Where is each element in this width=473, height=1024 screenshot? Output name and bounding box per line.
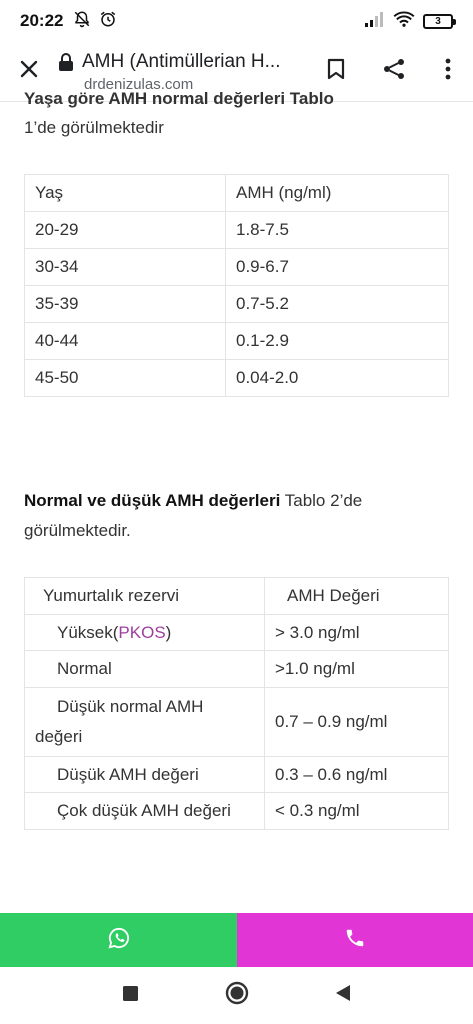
status-time: 20:22 xyxy=(20,11,64,30)
wifi-icon xyxy=(393,11,415,32)
alarm-icon xyxy=(99,10,117,33)
back-button[interactable] xyxy=(328,981,358,1011)
table-row xyxy=(25,286,449,323)
whatsapp-icon xyxy=(108,927,130,954)
call-button[interactable] xyxy=(237,913,473,967)
page-title: AMH (Antimüllerian H... xyxy=(82,50,281,72)
table-header-row xyxy=(25,578,449,615)
table-cell: Normal xyxy=(25,651,265,688)
table-cell: 1.8-7.5 xyxy=(226,212,449,249)
table-cell: 30-34 xyxy=(25,249,226,286)
page-url: drdenizulas.com xyxy=(84,75,194,93)
table-cell: 0.3 – 0.6 ng/ml xyxy=(265,757,449,793)
table-header-cell: Yumurtalık rezervi xyxy=(25,578,265,615)
table2-intro-bold: Normal ve düşük AMH değerleri xyxy=(24,491,281,510)
table-header-cell: AMH (ng/ml) xyxy=(226,175,449,212)
table-cell: 40-44 xyxy=(25,323,226,360)
table2-intro-rest: Tablo 2’de xyxy=(280,491,363,510)
table-cell: Yüksek(PKOS) xyxy=(25,615,265,651)
intro-text: 1’de görülmektedir xyxy=(24,118,164,137)
page-title-block[interactable] xyxy=(58,51,307,93)
table2-intro-line2: görülmektedir. xyxy=(24,521,131,540)
table-cell: 20-29 xyxy=(25,212,226,249)
table-cell: 0.1-2.9 xyxy=(226,323,449,360)
table-row xyxy=(25,360,449,397)
age-amh-table xyxy=(24,174,449,397)
table-cell: 0.7 – 0.9 ng/ml xyxy=(265,688,449,757)
phone-icon xyxy=(344,927,366,954)
table-cell: Düşük AMH değeri xyxy=(25,757,265,793)
amh-reserve-table xyxy=(24,577,449,830)
whatsapp-button[interactable] xyxy=(0,913,237,967)
back-icon xyxy=(335,984,351,1007)
table-cell: 0.04-2.0 xyxy=(226,360,449,397)
table-cell: 0.7-5.2 xyxy=(226,286,449,323)
table-cell: > 3.0 ng/ml xyxy=(265,615,449,651)
table-header-cell: AMH Değeri xyxy=(265,578,449,615)
page-content xyxy=(0,89,473,913)
close-icon xyxy=(19,59,39,84)
table-cell: >1.0 ng/ml xyxy=(265,651,449,688)
status-bar xyxy=(0,0,473,42)
pkos-link[interactable]: PKOS xyxy=(118,622,166,642)
table-row xyxy=(25,793,449,830)
bookmark-icon xyxy=(327,58,345,85)
table-row xyxy=(25,323,449,360)
cut-off-text: Yaşa göre AMH normal değerleri Tablo xyxy=(24,89,334,108)
notifications-off-icon xyxy=(73,10,91,33)
share-icon xyxy=(382,57,406,86)
recents-button[interactable] xyxy=(116,981,146,1011)
table-row xyxy=(25,212,449,249)
table-row xyxy=(25,757,449,793)
recents-icon xyxy=(123,986,138,1006)
home-button[interactable] xyxy=(222,981,252,1011)
table-row xyxy=(25,651,449,688)
table-cell: 45-50 xyxy=(25,360,226,397)
table-cell: 35-39 xyxy=(25,286,226,323)
system-nav-bar xyxy=(0,967,473,1024)
lock-icon xyxy=(58,53,74,71)
table-row xyxy=(25,615,449,651)
table-row xyxy=(25,688,449,757)
signal-icon xyxy=(365,11,385,32)
table-row xyxy=(25,249,449,286)
battery-icon: 3 xyxy=(423,14,453,29)
table-header-cell: Yaş xyxy=(25,175,226,212)
more-icon xyxy=(445,58,451,85)
home-icon xyxy=(225,981,249,1010)
table-header-row xyxy=(25,175,449,212)
table2-intro xyxy=(24,486,362,546)
table-cell: Düşük normal AMH değeri xyxy=(25,688,265,757)
table-cell: < 0.3 ng/ml xyxy=(265,793,449,830)
table-cell: 0.9-6.7 xyxy=(226,249,449,286)
contact-action-bar xyxy=(0,913,473,967)
table-cell: Çok düşük AMH değeri xyxy=(25,793,265,830)
